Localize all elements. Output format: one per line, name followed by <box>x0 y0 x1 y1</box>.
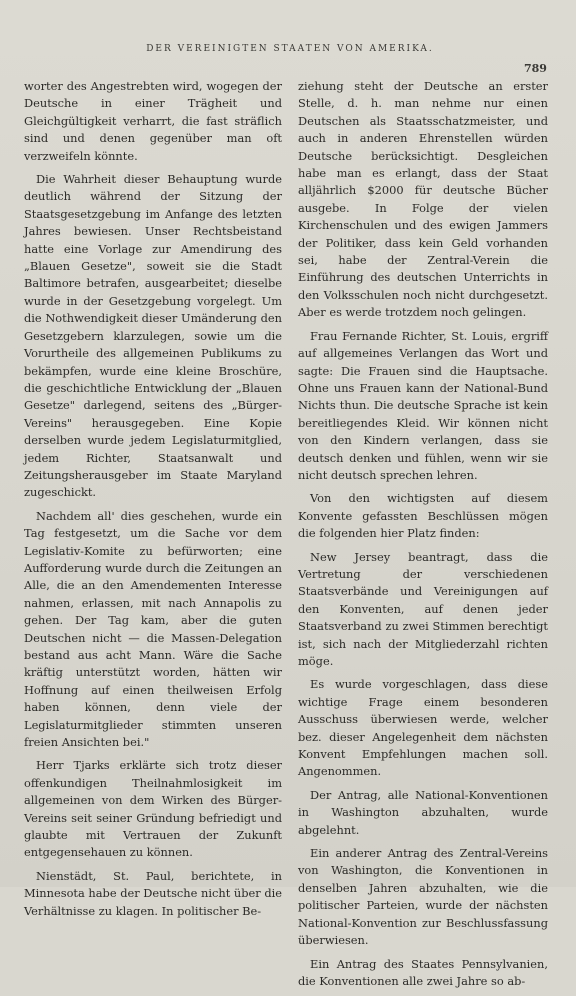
paragraph: ziehung steht der Deutsche an erster Stelle, d. h. man nehme nur einen Deutschen als Staatsschatzmeister, und auch in anderen Ehrenstellen würden Deutsche berücksichtigt. Desgleichen habe man es erlangt, dass der Staat alljährlich $2000 für deutsche Bücher ausgebe. In Folge der vielen Kirchenschulen und des ewigen Jammers der Politiker, dass kein Geld vorhanden sei, habe der Zentral-Verein die Einführung des deutschen Unterrichts in den Volksschulen noch nicht durchgesetzt. Aber es werde trotzdem noch gelingen. <box>298 79 548 320</box>
paragraph: Ein Antrag des Staates Pennsylvanien, die Konventionen alle zwei Jahre so ab- <box>298 956 548 988</box>
paragraph: Nachdem all' dies geschehen, wurde ein Tag festgesetzt, um die Sache vor dem Legislativ-Komite zu befürworten; eine Aufforderung wurde durch die Zeitungen an Alle, die an den Amendementen Interesse nahmen, erlassen, mit nach Annapolis zu gehen. Der Tag kam, aber die guten Deutschen nicht — die Massen-Delegation bestand aus acht Mann. Wäre die Sache kräftig unterstützt worden, hätten wir Hoffnung auf einen theilweisen Erfolg haben können, denn viele der Legislaturmitglieder stimmten unseren freien Ansichten bei." <box>24 508 282 750</box>
paragraph: Nienstädt, St. Paul, berichtete, in Minnesota habe der Deutsche nicht über die Verhältnisse zu klagen. In politischer Be- <box>24 868 283 918</box>
right-column <box>298 78 548 996</box>
paragraph: Der Antrag, alle National-Konventionen in Washington abzuhalten, wurde abgelehnt. <box>298 787 548 837</box>
paragraph: Ein anderer Antrag des Zentral-Vereins von Washington, die Konventionen in denselben Jahren abzuhalten, wie die politischer Parteien, wurde der nächsten National-Konvention zur Beschlussfassung überwiesen. <box>298 846 548 948</box>
paragraph: worter des Angestrebten wird, wogegen der Deutsche in einer Trägheit und Gleichgültigkeit verharrt, die fast sträflich sind und denen gegenüber man oft verzweifeln könnte. <box>24 79 282 163</box>
paragraph: Die Wahrheit dieser Behauptung wurde deutlich während der Sitzung der Staatsgesetzgebung im Anfange des letzten Jahres bewiesen. Unser Rechtsbeistand hatte eine Vorlage zur Amendirung des „Blauen Gesetze", soweit sie die Stadt Baltimore betrafen, ausgearbeitet; dieselbe wurde in der Gesetzgebung vorgelegt. Um die Nothwendigkeit dieser Umänderung den Gesetzgebern klarzulegen, sowie um die Vorurtheile des allgemeinen Publikums zu bekämpfen, wurde eine kleine Broschüre, die geschichtliche Entwicklung der „Blauen Gesetze" darlegend, seitens des „Bürger-Vereins" herausgegeben. Eine Kopie derselben wurde jedem Legislaturmitglied, jedem Richter, Staatsanwalt und Zeitungsherausgeber im Staate Maryland zugeschickt. <box>24 172 282 500</box>
paragraph: Herr Tjarks erklärte sich trotz dieser offenkundigen Theilnahmlosigkeit im allgemeinen von dem Wirken des Bürger-Vereins seit seiner Gründung befriedigt und glaubte mit Vertrauen der Zukunft entgegensehauen zu können. <box>24 758 282 860</box>
paragraph: New Jersey beantragt, dass die Vertretung der verschiedenen Staatsverbände und Vereinigungen auf den Konventen, auf denen jeder Staatsverband zu zwei Stimmen berechtigt ist, sich nach der Mitgliederzahl richten möge. <box>298 549 548 668</box>
paragraph: Es wurde vorgeschlagen, dass diese wichtige Frage einem besonderen Ausschuss überwiesen werde, welcher bez. dieser Angelegenheit dem nächsten Konvent Empfehlungen machen soll. Angenommen. <box>298 677 548 779</box>
page-number: 789 <box>524 62 547 75</box>
left-column <box>24 78 282 926</box>
paragraph: Von den wichtigsten auf diesem Konvente gefassten Beschlüssen mögen die folgenden hier Platz finden: <box>298 491 548 541</box>
running-title: DER VEREINIGTEN STAATEN VON AMERIKA. <box>146 44 434 54</box>
paragraph: Frau Fernande Richter, St. Louis, ergriff auf allgemeines Verlangen das Wort und sagte: Die Frauen sind die Hauptsache. Ohne uns Frauen kann der National-Bund Nichts thun. Die deutsche Sprache ist kein bereitliegendes Kleid. Wir können nicht von den Kindern verlangen, dass sie deutsch denken und fühlen, wenn wir sie nicht deutsch sprechen lehren. <box>298 328 548 482</box>
